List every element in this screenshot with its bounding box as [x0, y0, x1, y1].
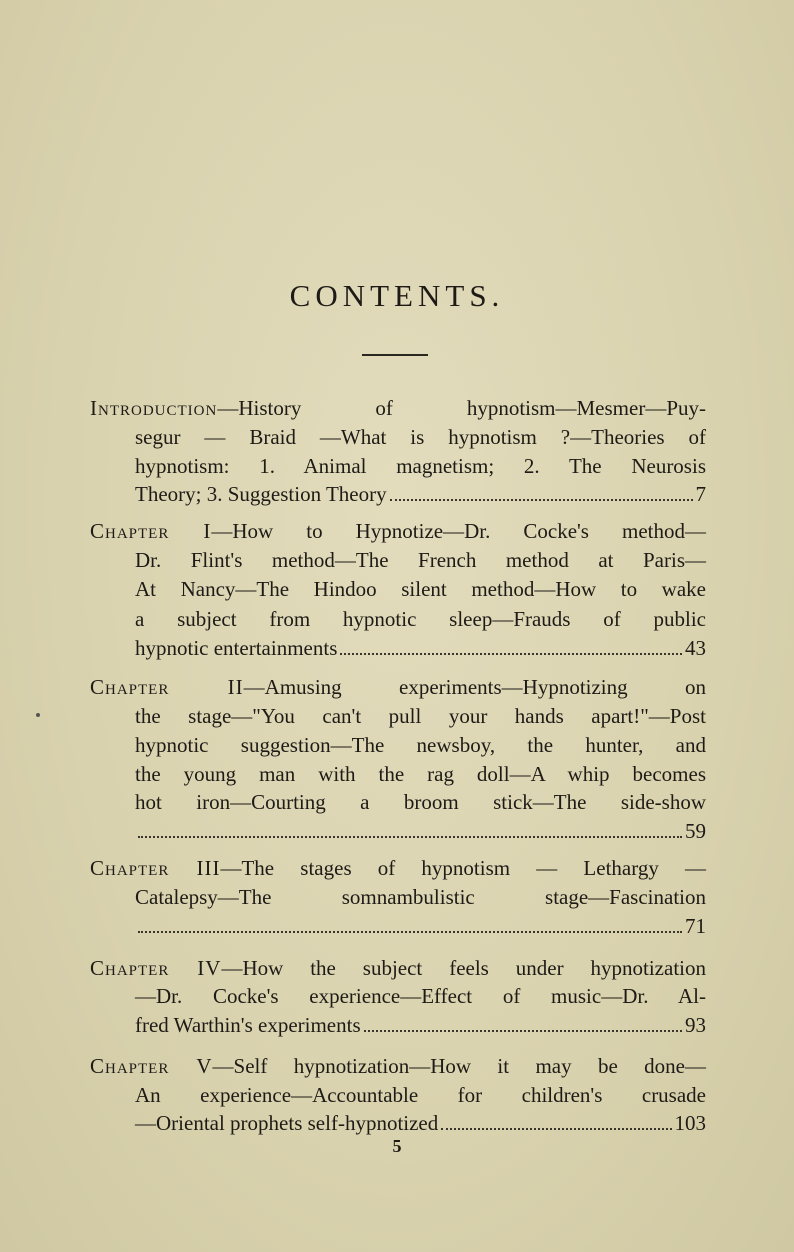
scan-speck — [36, 713, 40, 717]
entry-text: —Self hypnotization—How it may be done— — [212, 1054, 706, 1078]
entry-text: —How to Hypnotize—Dr. Cocke's method— — [211, 519, 706, 543]
chapter-label: Chapter V — [90, 1054, 213, 1078]
entry-text: —Amusing experiments—Hypnotizing on — [243, 675, 706, 699]
toc-entry-leader-line — [135, 634, 706, 663]
dot-leader — [364, 1011, 682, 1032]
toc-entry-line — [135, 605, 706, 634]
chapter-label: Chapter IV — [90, 956, 222, 980]
entry-text: the young man with the rag doll—A whip becomes — [135, 762, 706, 786]
toc-entry-line — [90, 394, 706, 423]
dot-leader — [138, 817, 682, 838]
entry-text: fred Warthin's experiments — [135, 1013, 361, 1037]
entry-text: hypnotism: 1. Animal magnetism; 2. The Neurosis — [135, 454, 706, 478]
toc-entry-line — [90, 1052, 706, 1081]
toc-entry-leader-line — [135, 480, 706, 509]
toc-entry-line — [135, 702, 706, 731]
toc-entry-line — [135, 788, 706, 817]
entry-text: the stage—"You can't pull your hands apart!"—Post — [135, 704, 706, 728]
dot-leader — [138, 912, 682, 933]
page-reference: 59 — [685, 819, 706, 843]
chapter-label: Chapter II — [90, 675, 244, 699]
entry-text: Catalepsy—The somnambulistic stage—Fascination — [135, 885, 706, 909]
toc-entry-line — [90, 517, 706, 546]
page-reference: 7 — [695, 482, 706, 506]
chapter-label: Introduction — [90, 396, 218, 420]
toc-entry-line — [90, 854, 706, 883]
entry-text: —Oriental prophets self-hypnotized — [135, 1111, 439, 1135]
dot-leader — [441, 1109, 671, 1130]
chapter-label: Chapter III — [90, 856, 221, 880]
entry-text: At Nancy—The Hindoo silent method—How to wake — [135, 577, 706, 601]
toc-entry-line — [135, 982, 706, 1011]
entry-text: Theory; 3. Suggestion Theory — [135, 482, 387, 506]
toc-entry-leader-line — [135, 1011, 706, 1040]
entry-text: a subject from hypnotic sleep—Frauds of public — [135, 607, 706, 631]
entry-text: hypnotic entertainments — [135, 636, 338, 660]
toc-entry-leader-line — [135, 912, 706, 941]
toc-entry-line — [135, 731, 706, 760]
page-number: 5 — [392, 1136, 402, 1156]
toc-entry-line — [90, 954, 706, 983]
toc-entry-line — [135, 423, 706, 452]
entry-text: hypnotic suggestion—The newsboy, the hunter, and — [135, 733, 706, 757]
page-title: CONTENTS. — [289, 278, 505, 313]
toc-entry-leader-line — [135, 817, 706, 846]
page-reference: 93 — [685, 1013, 706, 1037]
chapter-label: Chapter I — [90, 519, 212, 543]
toc-entry-line — [135, 883, 706, 912]
title-rule — [362, 354, 428, 356]
entry-text: —History of hypnotism—Mesmer—Puy- — [217, 396, 706, 420]
entry-text: —Dr. Cocke's experience—Effect of music—Dr. Al- — [135, 984, 706, 1008]
toc-entry-line — [135, 760, 706, 789]
page-reference: 43 — [685, 636, 706, 660]
dot-leader — [340, 634, 682, 655]
page-reference: 71 — [685, 914, 706, 938]
toc-entry-line — [90, 673, 706, 702]
entry-text: Dr. Flint's method—The French method at Paris— — [135, 548, 706, 572]
entry-text: hot iron—Courting a broom stick—The side-show — [135, 790, 706, 814]
entry-text: —The stages of hypnotism — Lethargy — — [220, 856, 706, 880]
entry-text: An experience—Accountable for children's crusade — [135, 1083, 706, 1107]
entry-text: segur — Braid —What is hypnotism ?—Theories of — [135, 425, 706, 449]
dot-leader — [390, 480, 693, 501]
toc-entry-line — [135, 575, 706, 604]
entry-text: —How the subject feels under hypnotization — [221, 956, 706, 980]
toc-entry-line — [135, 452, 706, 481]
toc-entry-leader-line — [135, 1109, 706, 1138]
toc-entry-line — [135, 1081, 706, 1110]
page-reference: 103 — [674, 1111, 706, 1135]
toc-entry-line — [135, 546, 706, 575]
